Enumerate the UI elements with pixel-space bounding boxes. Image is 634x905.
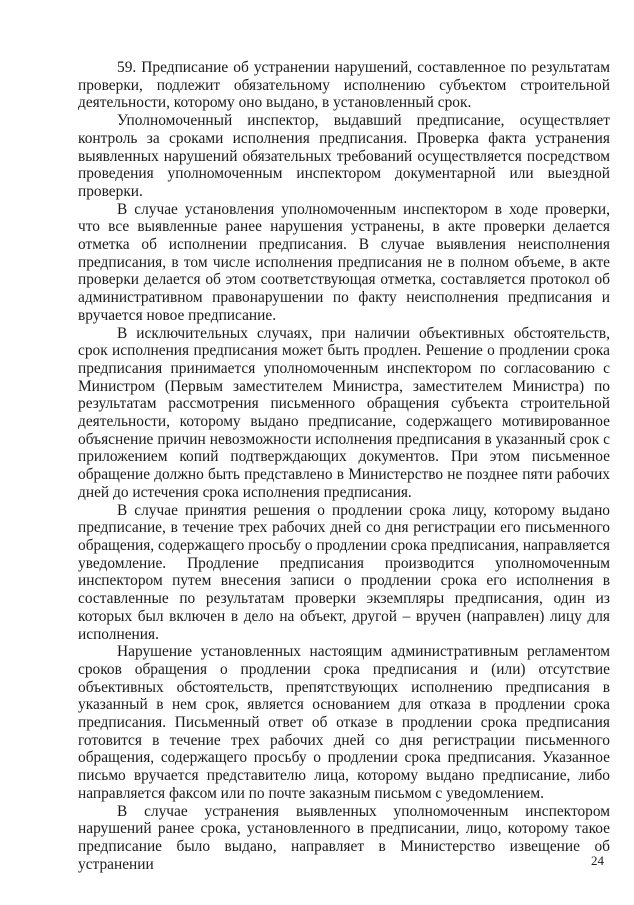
paragraph-inspector-control: Уполномоченный инспектор, выдавший предписание, осуществляет контроль за сроками исполнения предписания. Проверка факта устранения выявленных нарушений обязательных требований осуществляется посредством проведения уполномоченным инспектором документарной или выездной проверки.: [78, 112, 610, 200]
paragraph-early-fix: В случае устранения выявленных уполномоченным инспектором нарушений ранее срока, установленного в предписании, лицо, которому такое предписание было выдано, направляет в Министерство извещение об устранении: [78, 802, 610, 873]
paragraph-extension-decision: В случае принятия решения о продлении срока лицу, которому выдано предписание, в течение трех рабочих дней со дня регистрации его письменного обращения, содержащего просьбу о продлении срока предписания, направляется уведомление. Продление предписания производится уполномоченным инспектором путем внесения записи о продлении срока его исполнения в составленные по результатам проверки экземпляры предписания, один из которых был включен в дело на объект, другой – вручен (направлен) лицу для исполнения.: [78, 501, 610, 643]
paragraph-extension-refusal: Нарушение установленных настоящим административным регламентом сроков обращения о продлении срока предписания и (или) отсутствие объективных обстоятельств, препятствующих исполнению предписания в указанный в нем срок, является основанием для отказа в продлении срока предписания. Письменный ответ об отказе в продлении срока предписания готовится в течение трех рабочих дней со дня регистрации письменного обращения, содержащего просьбу о продлении срока предписания. Указанное письмо вручается представителю лица, которому выдано предписание, либо направляется факсом или по почте заказным письмом с уведомлением.: [78, 643, 610, 802]
paragraph-59: 59. Предписание об устранении нарушений, составленное по результатам проверки, подлежит обязательному исполнению субъектом строительной деятельности, которому оно выдано, в установленный срок.: [78, 59, 610, 112]
document-body: [78, 59, 610, 873]
page-number: 24: [591, 853, 604, 868]
paragraph-violations-fixed: В случае установления уполномоченным инспектором в ходе проверки, что все выявленные ранее нарушения устранены, в акте проверки делается отметка об исполнении предписания. В случае выявления неисполнения предписания, в том числе исполнения предписания не в полном объеме, в акте проверки делается об этом соответствующая отметка, составляется протокол об административном правонарушении по факту неисполнения предписания и вручается новое предписание.: [78, 200, 610, 324]
paragraph-extension-exceptional: В исключительных случаях, при наличии объективных обстоятельств, срок исполнения предписания может быть продлен. Решение о продлении срока предписания принимается уполномоченным инспектором по согласованию с Министром (Первым заместителем Министра, заместителем Министра) по результатам рассмотрения письменного обращения субъекта строительной деятельности, которому выдано предписание, содержащего мотивированное объяснение причин невозможности исполнения предписания в указанный срок с приложением копий подтверждающих документов. При этом письменное обращение должно быть представлено в Министерство не позднее пяти рабочих дней до истечения срока исполнения предписания.: [78, 324, 610, 501]
